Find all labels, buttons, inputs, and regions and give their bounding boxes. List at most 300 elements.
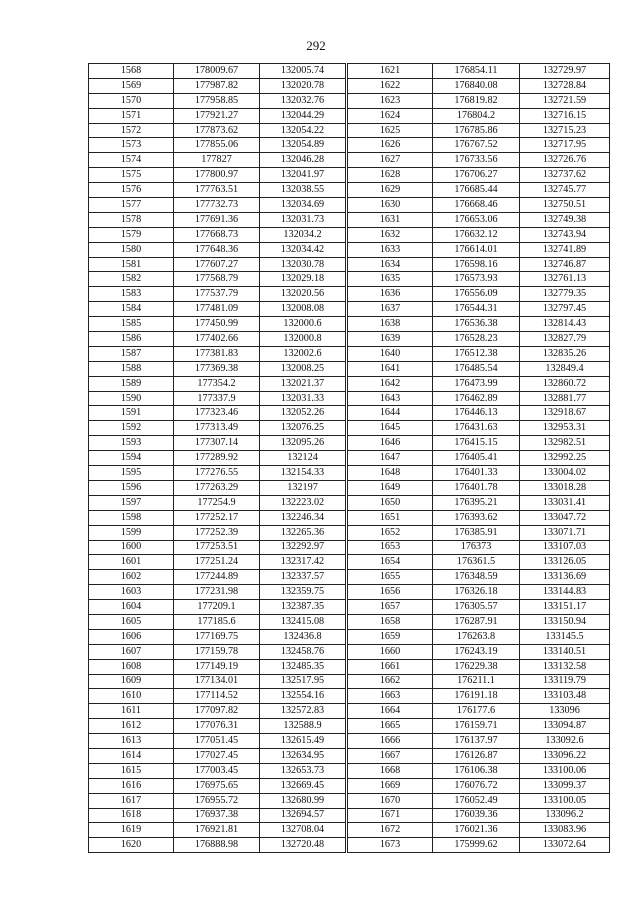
point-number-left: 1589 xyxy=(89,376,174,391)
x-coordinate-left: 177568.79 xyxy=(174,272,260,287)
x-coordinate-right: 176052.49 xyxy=(433,793,520,808)
point-number-right: 1621 xyxy=(347,64,433,79)
x-coordinate-right: 176804.2 xyxy=(433,108,520,123)
point-number-left: 1569 xyxy=(89,78,174,93)
x-coordinate-left: 177114.52 xyxy=(174,689,260,704)
x-coordinate-left: 177369.38 xyxy=(174,361,260,376)
y-coordinate-left: 132337.57 xyxy=(260,570,347,585)
x-coordinate-left: 177003.45 xyxy=(174,763,260,778)
point-number-left: 1612 xyxy=(89,719,174,734)
x-coordinate-right: 176305.57 xyxy=(433,600,520,615)
x-coordinate-left: 177402.66 xyxy=(174,332,260,347)
y-coordinate-left: 132041.97 xyxy=(260,168,347,183)
point-number-left: 1578 xyxy=(89,212,174,227)
point-number-left: 1609 xyxy=(89,674,174,689)
y-coordinate-right: 132860.72 xyxy=(520,376,610,391)
table-row xyxy=(89,212,610,227)
table-row xyxy=(89,272,610,287)
y-coordinate-left: 132046.28 xyxy=(260,153,347,168)
table-row xyxy=(89,480,610,495)
point-number-left: 1611 xyxy=(89,704,174,719)
y-coordinate-left: 132554.16 xyxy=(260,689,347,704)
table-row xyxy=(89,346,610,361)
y-coordinate-left: 132034.2 xyxy=(260,227,347,242)
y-coordinate-left: 132031.33 xyxy=(260,391,347,406)
point-number-left: 1586 xyxy=(89,332,174,347)
table-row xyxy=(89,600,610,615)
table-row xyxy=(89,451,610,466)
y-coordinate-right: 133031.41 xyxy=(520,495,610,510)
y-coordinate-right: 132835.26 xyxy=(520,346,610,361)
table-row xyxy=(89,64,610,79)
x-coordinate-right: 176512.38 xyxy=(433,346,520,361)
y-coordinate-right: 133096.2 xyxy=(520,808,610,823)
y-coordinate-left: 132694.57 xyxy=(260,808,347,823)
point-number-left: 1571 xyxy=(89,108,174,123)
x-coordinate-left: 177354.2 xyxy=(174,376,260,391)
x-coordinate-right: 176126.87 xyxy=(433,748,520,763)
x-coordinate-left: 176975.65 xyxy=(174,778,260,793)
point-number-right: 1661 xyxy=(347,659,433,674)
y-coordinate-left: 132669.45 xyxy=(260,778,347,793)
table-row xyxy=(89,78,610,93)
y-coordinate-left: 132634.95 xyxy=(260,748,347,763)
point-number-right: 1627 xyxy=(347,153,433,168)
y-coordinate-right: 132992.25 xyxy=(520,451,610,466)
y-coordinate-left: 132359.75 xyxy=(260,585,347,600)
table-row xyxy=(89,227,610,242)
table-row xyxy=(89,823,610,838)
point-number-left: 1615 xyxy=(89,763,174,778)
y-coordinate-right: 133126.05 xyxy=(520,555,610,570)
x-coordinate-left: 177800.97 xyxy=(174,168,260,183)
y-coordinate-right: 133132.58 xyxy=(520,659,610,674)
point-number-right: 1634 xyxy=(347,257,433,272)
y-coordinate-right: 133100.05 xyxy=(520,793,610,808)
x-coordinate-right: 176653.06 xyxy=(433,212,520,227)
y-coordinate-left: 132197 xyxy=(260,480,347,495)
table-row xyxy=(89,704,610,719)
x-coordinate-right: 176598.16 xyxy=(433,257,520,272)
y-coordinate-right: 132982.51 xyxy=(520,436,610,451)
x-coordinate-left: 177276.55 xyxy=(174,466,260,481)
point-number-right: 1655 xyxy=(347,570,433,585)
y-coordinate-left: 132588.9 xyxy=(260,719,347,734)
point-number-right: 1631 xyxy=(347,212,433,227)
x-coordinate-left: 176955.72 xyxy=(174,793,260,808)
x-coordinate-right: 176556.09 xyxy=(433,287,520,302)
y-coordinate-right: 132953.31 xyxy=(520,421,610,436)
table-row xyxy=(89,108,610,123)
y-coordinate-left: 132436.8 xyxy=(260,629,347,644)
point-number-left: 1602 xyxy=(89,570,174,585)
point-number-left: 1614 xyxy=(89,748,174,763)
x-coordinate-left: 177873.62 xyxy=(174,123,260,138)
y-coordinate-left: 132054.89 xyxy=(260,138,347,153)
y-coordinate-left: 132517.95 xyxy=(260,674,347,689)
y-coordinate-right: 132745.77 xyxy=(520,183,610,198)
x-coordinate-left: 177607.27 xyxy=(174,257,260,272)
x-coordinate-left: 177668.73 xyxy=(174,227,260,242)
x-coordinate-left: 177450.99 xyxy=(174,317,260,332)
x-coordinate-right: 176401.78 xyxy=(433,480,520,495)
x-coordinate-right: 176685.44 xyxy=(433,183,520,198)
point-number-left: 1601 xyxy=(89,555,174,570)
y-coordinate-right: 133103.48 xyxy=(520,689,610,704)
table-row xyxy=(89,168,610,183)
point-number-right: 1623 xyxy=(347,93,433,108)
x-coordinate-left: 177051.45 xyxy=(174,734,260,749)
point-number-right: 1660 xyxy=(347,644,433,659)
y-coordinate-left: 132044.29 xyxy=(260,108,347,123)
x-coordinate-right: 176348.59 xyxy=(433,570,520,585)
point-number-left: 1603 xyxy=(89,585,174,600)
point-number-left: 1618 xyxy=(89,808,174,823)
y-coordinate-right: 133094.87 xyxy=(520,719,610,734)
table-row xyxy=(89,495,610,510)
x-coordinate-right: 176395.21 xyxy=(433,495,520,510)
table-row xyxy=(89,540,610,555)
table-row xyxy=(89,153,610,168)
point-number-left: 1590 xyxy=(89,391,174,406)
x-coordinate-left: 177921.27 xyxy=(174,108,260,123)
point-number-left: 1581 xyxy=(89,257,174,272)
point-number-right: 1649 xyxy=(347,480,433,495)
x-coordinate-right: 176106.38 xyxy=(433,763,520,778)
x-coordinate-left: 177481.09 xyxy=(174,302,260,317)
x-coordinate-right: 176733.56 xyxy=(433,153,520,168)
y-coordinate-right: 133092.6 xyxy=(520,734,610,749)
coordinates-table xyxy=(88,63,610,853)
table-row xyxy=(89,734,610,749)
x-coordinate-right: 176243.19 xyxy=(433,644,520,659)
x-coordinate-right: 176137.97 xyxy=(433,734,520,749)
point-number-right: 1645 xyxy=(347,421,433,436)
y-coordinate-left: 132653.73 xyxy=(260,763,347,778)
x-coordinate-left: 177648.36 xyxy=(174,242,260,257)
point-number-right: 1636 xyxy=(347,287,433,302)
x-coordinate-right: 176485.54 xyxy=(433,361,520,376)
x-coordinate-left: 177307.14 xyxy=(174,436,260,451)
y-coordinate-right: 132726.76 xyxy=(520,153,610,168)
point-number-right: 1633 xyxy=(347,242,433,257)
x-coordinate-left: 177337.9 xyxy=(174,391,260,406)
y-coordinate-left: 132720.48 xyxy=(260,838,347,853)
table-row xyxy=(89,763,610,778)
y-coordinate-left: 132054.22 xyxy=(260,123,347,138)
point-number-right: 1637 xyxy=(347,302,433,317)
y-coordinate-right: 133107.03 xyxy=(520,540,610,555)
x-coordinate-left: 177323.46 xyxy=(174,406,260,421)
table-row xyxy=(89,361,610,376)
x-coordinate-right: 176819.82 xyxy=(433,93,520,108)
point-number-left: 1588 xyxy=(89,361,174,376)
point-number-right: 1667 xyxy=(347,748,433,763)
x-coordinate-left: 177381.83 xyxy=(174,346,260,361)
point-number-right: 1673 xyxy=(347,838,433,853)
point-number-left: 1610 xyxy=(89,689,174,704)
table-row xyxy=(89,436,610,451)
table-row xyxy=(89,332,610,347)
table-row xyxy=(89,629,610,644)
point-number-left: 1598 xyxy=(89,510,174,525)
x-coordinate-left: 177185.6 xyxy=(174,614,260,629)
y-coordinate-left: 132265.36 xyxy=(260,525,347,540)
x-coordinate-right: 176668.46 xyxy=(433,198,520,213)
x-coordinate-left: 177244.89 xyxy=(174,570,260,585)
x-coordinate-right: 176211.1 xyxy=(433,674,520,689)
point-number-left: 1582 xyxy=(89,272,174,287)
table-row xyxy=(89,257,610,272)
y-coordinate-left: 132034.42 xyxy=(260,242,347,257)
point-number-left: 1593 xyxy=(89,436,174,451)
x-coordinate-right: 176361.5 xyxy=(433,555,520,570)
table-row xyxy=(89,644,610,659)
point-number-left: 1579 xyxy=(89,227,174,242)
x-coordinate-left: 177763.51 xyxy=(174,183,260,198)
point-number-right: 1641 xyxy=(347,361,433,376)
point-number-left: 1616 xyxy=(89,778,174,793)
x-coordinate-left: 177987.82 xyxy=(174,78,260,93)
x-coordinate-right: 176446.13 xyxy=(433,406,520,421)
point-number-right: 1626 xyxy=(347,138,433,153)
x-coordinate-right: 176263.8 xyxy=(433,629,520,644)
x-coordinate-right: 176528.23 xyxy=(433,332,520,347)
point-number-left: 1619 xyxy=(89,823,174,838)
table-row xyxy=(89,183,610,198)
x-coordinate-right: 176785.86 xyxy=(433,123,520,138)
y-coordinate-right: 132729.97 xyxy=(520,64,610,79)
x-coordinate-right: 176373 xyxy=(433,540,520,555)
y-coordinate-left: 132000.8 xyxy=(260,332,347,347)
x-coordinate-left: 177134.01 xyxy=(174,674,260,689)
y-coordinate-right: 133071.71 xyxy=(520,525,610,540)
point-number-left: 1568 xyxy=(89,64,174,79)
y-coordinate-right: 133018.28 xyxy=(520,480,610,495)
point-number-right: 1654 xyxy=(347,555,433,570)
table-row xyxy=(89,466,610,481)
x-coordinate-left: 176888.98 xyxy=(174,838,260,853)
x-coordinate-left: 177732.73 xyxy=(174,198,260,213)
y-coordinate-left: 132485.35 xyxy=(260,659,347,674)
point-number-left: 1585 xyxy=(89,317,174,332)
point-number-right: 1657 xyxy=(347,600,433,615)
y-coordinate-right: 133100.06 xyxy=(520,763,610,778)
point-number-left: 1605 xyxy=(89,614,174,629)
x-coordinate-right: 176462.89 xyxy=(433,391,520,406)
y-coordinate-left: 132021.37 xyxy=(260,376,347,391)
x-coordinate-right: 176385.91 xyxy=(433,525,520,540)
y-coordinate-left: 132708.04 xyxy=(260,823,347,838)
table-row xyxy=(89,689,610,704)
y-coordinate-right: 133150.94 xyxy=(520,614,610,629)
y-coordinate-right: 132715.23 xyxy=(520,123,610,138)
y-coordinate-right: 133004.02 xyxy=(520,466,610,481)
y-coordinate-left: 132002.6 xyxy=(260,346,347,361)
x-coordinate-right: 176614.01 xyxy=(433,242,520,257)
y-coordinate-left: 132020.56 xyxy=(260,287,347,302)
table-row xyxy=(89,242,610,257)
point-number-left: 1606 xyxy=(89,629,174,644)
y-coordinate-left: 132029.18 xyxy=(260,272,347,287)
point-number-left: 1584 xyxy=(89,302,174,317)
table-row xyxy=(89,570,610,585)
x-coordinate-left: 178009.67 xyxy=(174,64,260,79)
x-coordinate-right: 176573.93 xyxy=(433,272,520,287)
x-coordinate-left: 177149.19 xyxy=(174,659,260,674)
y-coordinate-left: 132031.73 xyxy=(260,212,347,227)
point-number-right: 1650 xyxy=(347,495,433,510)
y-coordinate-right: 132721.59 xyxy=(520,93,610,108)
x-coordinate-right: 176177.6 xyxy=(433,704,520,719)
x-coordinate-left: 177537.79 xyxy=(174,287,260,302)
point-number-right: 1646 xyxy=(347,436,433,451)
table-row xyxy=(89,391,610,406)
point-number-right: 1652 xyxy=(347,525,433,540)
table-row xyxy=(89,421,610,436)
table-row xyxy=(89,793,610,808)
point-number-right: 1632 xyxy=(347,227,433,242)
y-coordinate-left: 132154.33 xyxy=(260,466,347,481)
x-coordinate-left: 177263.29 xyxy=(174,480,260,495)
point-number-right: 1638 xyxy=(347,317,433,332)
y-coordinate-left: 132572.83 xyxy=(260,704,347,719)
x-coordinate-left: 177252.17 xyxy=(174,510,260,525)
point-number-right: 1668 xyxy=(347,763,433,778)
table-row xyxy=(89,302,610,317)
x-coordinate-right: 176536.38 xyxy=(433,317,520,332)
point-number-left: 1587 xyxy=(89,346,174,361)
x-coordinate-right: 175999.62 xyxy=(433,838,520,853)
point-number-right: 1622 xyxy=(347,78,433,93)
point-number-left: 1595 xyxy=(89,466,174,481)
x-coordinate-left: 176921.81 xyxy=(174,823,260,838)
x-coordinate-left: 177252.39 xyxy=(174,525,260,540)
point-number-left: 1604 xyxy=(89,600,174,615)
point-number-left: 1574 xyxy=(89,153,174,168)
table-row xyxy=(89,808,610,823)
table-row xyxy=(89,719,610,734)
y-coordinate-right: 133047.72 xyxy=(520,510,610,525)
table-row xyxy=(89,198,610,213)
x-coordinate-right: 176544.31 xyxy=(433,302,520,317)
x-coordinate-left: 177209.1 xyxy=(174,600,260,615)
point-number-right: 1672 xyxy=(347,823,433,838)
x-coordinate-left: 177253.51 xyxy=(174,540,260,555)
point-number-left: 1617 xyxy=(89,793,174,808)
y-coordinate-right: 132737.62 xyxy=(520,168,610,183)
y-coordinate-right: 132749.38 xyxy=(520,212,610,227)
x-coordinate-left: 177691.36 xyxy=(174,212,260,227)
point-number-left: 1576 xyxy=(89,183,174,198)
table-row xyxy=(89,614,610,629)
x-coordinate-left: 176937.38 xyxy=(174,808,260,823)
y-coordinate-right: 132717.95 xyxy=(520,138,610,153)
x-coordinate-right: 176840.08 xyxy=(433,78,520,93)
table-row xyxy=(89,138,610,153)
y-coordinate-right: 133144.83 xyxy=(520,585,610,600)
point-number-right: 1640 xyxy=(347,346,433,361)
x-coordinate-right: 176405.41 xyxy=(433,451,520,466)
point-number-left: 1594 xyxy=(89,451,174,466)
table-row xyxy=(89,555,610,570)
point-number-right: 1630 xyxy=(347,198,433,213)
y-coordinate-right: 132827.79 xyxy=(520,332,610,347)
point-number-right: 1629 xyxy=(347,183,433,198)
point-number-right: 1670 xyxy=(347,793,433,808)
x-coordinate-left: 177231.98 xyxy=(174,585,260,600)
table-row xyxy=(89,93,610,108)
y-coordinate-right: 132741.89 xyxy=(520,242,610,257)
x-coordinate-right: 176076.72 xyxy=(433,778,520,793)
x-coordinate-left: 177159.78 xyxy=(174,644,260,659)
x-coordinate-right: 176191.18 xyxy=(433,689,520,704)
x-coordinate-right: 176229.38 xyxy=(433,659,520,674)
y-coordinate-right: 132797.45 xyxy=(520,302,610,317)
table-row xyxy=(89,376,610,391)
table-row xyxy=(89,674,610,689)
x-coordinate-left: 177289.92 xyxy=(174,451,260,466)
y-coordinate-right: 132746.87 xyxy=(520,257,610,272)
point-number-left: 1575 xyxy=(89,168,174,183)
x-coordinate-left: 177958.85 xyxy=(174,93,260,108)
x-coordinate-right: 176287.91 xyxy=(433,614,520,629)
y-coordinate-right: 133083.96 xyxy=(520,823,610,838)
x-coordinate-right: 176632.12 xyxy=(433,227,520,242)
x-coordinate-left: 177251.24 xyxy=(174,555,260,570)
point-number-right: 1666 xyxy=(347,734,433,749)
y-coordinate-right: 133119.79 xyxy=(520,674,610,689)
point-number-left: 1613 xyxy=(89,734,174,749)
y-coordinate-right: 132814.43 xyxy=(520,317,610,332)
x-coordinate-left: 177076.31 xyxy=(174,719,260,734)
y-coordinate-left: 132317.42 xyxy=(260,555,347,570)
x-coordinate-right: 176473.99 xyxy=(433,376,520,391)
x-coordinate-left: 177097.82 xyxy=(174,704,260,719)
y-coordinate-left: 132030.78 xyxy=(260,257,347,272)
point-number-right: 1647 xyxy=(347,451,433,466)
point-number-left: 1591 xyxy=(89,406,174,421)
point-number-right: 1625 xyxy=(347,123,433,138)
y-coordinate-right: 133145.5 xyxy=(520,629,610,644)
point-number-right: 1662 xyxy=(347,674,433,689)
y-coordinate-left: 132095.26 xyxy=(260,436,347,451)
table-row xyxy=(89,287,610,302)
x-coordinate-right: 176159.71 xyxy=(433,719,520,734)
x-coordinate-right: 176854.11 xyxy=(433,64,520,79)
table-row xyxy=(89,317,610,332)
table-row xyxy=(89,838,610,853)
table-row xyxy=(89,123,610,138)
point-number-right: 1651 xyxy=(347,510,433,525)
point-number-left: 1620 xyxy=(89,838,174,853)
x-coordinate-right: 176706.27 xyxy=(433,168,520,183)
point-number-right: 1648 xyxy=(347,466,433,481)
x-coordinate-right: 176415.15 xyxy=(433,436,520,451)
y-coordinate-left: 132124 xyxy=(260,451,347,466)
x-coordinate-left: 177855.06 xyxy=(174,138,260,153)
y-coordinate-right: 133136.69 xyxy=(520,570,610,585)
x-coordinate-right: 176401.33 xyxy=(433,466,520,481)
point-number-left: 1596 xyxy=(89,480,174,495)
point-number-left: 1592 xyxy=(89,421,174,436)
y-coordinate-left: 132052.26 xyxy=(260,406,347,421)
y-coordinate-right: 133140.51 xyxy=(520,644,610,659)
y-coordinate-left: 132008.25 xyxy=(260,361,347,376)
x-coordinate-right: 176431.63 xyxy=(433,421,520,436)
point-number-right: 1642 xyxy=(347,376,433,391)
y-coordinate-right: 132881.77 xyxy=(520,391,610,406)
